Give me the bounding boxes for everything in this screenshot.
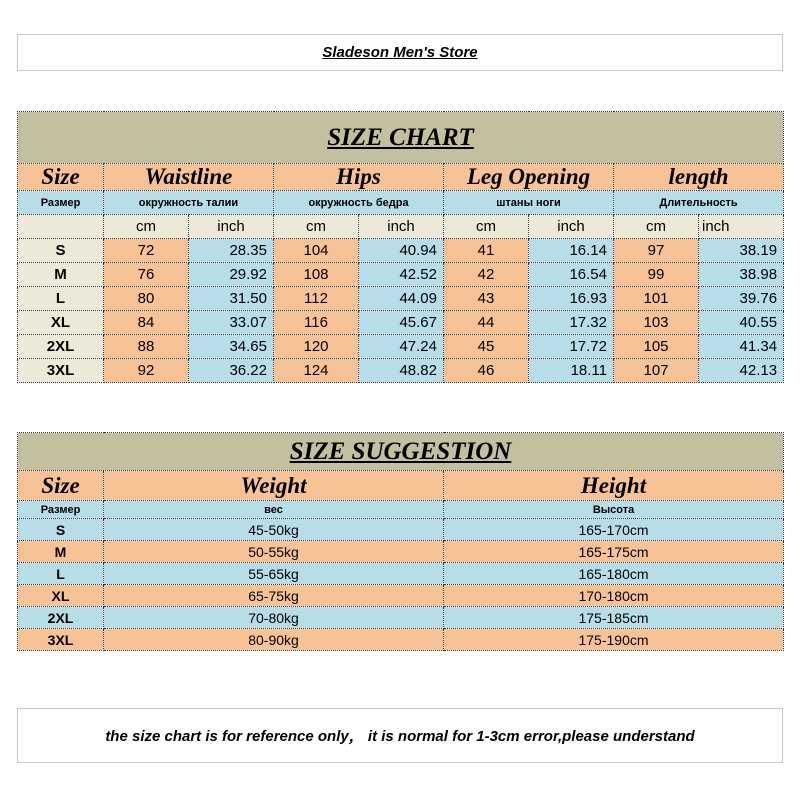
size-suggestion-title: SIZE SUGGESTION [18,433,784,471]
length-inch-cell: 42.13 [699,359,784,383]
size-cell: M [18,263,104,287]
waist-cm-cell: 80 [104,287,189,311]
header-leg-opening: Leg Opening [444,164,614,191]
weight-cell: 65-75kg [104,585,444,607]
table-row [18,607,784,629]
waist-cm-cell: 72 [104,239,189,263]
height-cell: 165-180cm [444,563,784,585]
hips-cm-cell: 120 [274,335,359,359]
unit-inch: inch [699,215,784,239]
size-cell: L [18,563,104,585]
store-name: Sladeson Men's Store [322,44,478,61]
length-cm-cell: 103 [614,311,699,335]
unit-blank [18,215,104,239]
length-cm-cell: 99 [614,263,699,287]
table-row [18,585,784,607]
size-cell: S [18,239,104,263]
size-cell: 2XL [18,607,104,629]
hips-inch-cell: 45.67 [359,311,444,335]
hips-inch-cell: 47.24 [359,335,444,359]
size-cell: 3XL [18,359,104,383]
length-inch-cell: 41.34 [699,335,784,359]
waist-inch-cell: 28.35 [189,239,274,263]
waist-inch-cell: 36.22 [189,359,274,383]
size-cell: XL [18,585,104,607]
leg-inch-cell: 16.93 [529,287,614,311]
table-row [18,563,784,585]
waist-cm-cell: 92 [104,359,189,383]
waist-inch-cell: 29.92 [189,263,274,287]
weight-cell: 50-55kg [104,541,444,563]
table-row [18,519,784,541]
height-cell: 175-185cm [444,607,784,629]
table-row [18,263,784,287]
disclaimer-note [17,708,783,763]
hips-cm-cell: 112 [274,287,359,311]
hips-cm-cell: 124 [274,359,359,383]
leg-inch-cell: 16.14 [529,239,614,263]
size-chart-table [17,111,784,383]
length-cm-cell: 97 [614,239,699,263]
length-inch-cell: 40.55 [699,311,784,335]
leg-inch-cell: 16.54 [529,263,614,287]
leg-cm-cell: 46 [444,359,529,383]
waist-cm-cell: 84 [104,311,189,335]
table-row [18,287,784,311]
subheader-leg-opening: штаны ноги [444,191,614,215]
size-cell: S [18,519,104,541]
header-waistline: Waistline [104,164,274,191]
leg-inch-cell: 17.32 [529,311,614,335]
unit-inch: inch [189,215,274,239]
subheader-length: Длительность [614,191,784,215]
length-inch-cell: 38.98 [699,263,784,287]
size-suggestion-table [17,432,784,651]
subheader-waistline: окружность талии [104,191,274,215]
table-row [18,311,784,335]
leg-cm-cell: 44 [444,311,529,335]
header-height: Height [444,471,784,501]
header-size: Size [18,471,104,501]
hips-cm-cell: 104 [274,239,359,263]
height-cell: 170-180cm [444,585,784,607]
table-row [18,359,784,383]
hips-cm-cell: 108 [274,263,359,287]
table-row [18,629,784,651]
length-cm-cell: 105 [614,335,699,359]
leg-inch-cell: 18.11 [529,359,614,383]
size-chart-title: SIZE CHART [18,112,784,164]
table-row [18,335,784,359]
size-cell: L [18,287,104,311]
height-cell: 165-175cm [444,541,784,563]
height-cell: 175-190cm [444,629,784,651]
weight-cell: 45-50kg [104,519,444,541]
size-cell: 2XL [18,335,104,359]
waist-inch-cell: 31.50 [189,287,274,311]
units-row [18,215,784,239]
leg-cm-cell: 43 [444,287,529,311]
weight-cell: 55-65kg [104,563,444,585]
length-inch-cell: 39.76 [699,287,784,311]
hips-inch-cell: 40.94 [359,239,444,263]
waist-cm-cell: 76 [104,263,189,287]
table-row [18,541,784,563]
header-length: length [614,164,784,191]
unit-inch: inch [529,215,614,239]
length-cm-cell: 101 [614,287,699,311]
waist-cm-cell: 88 [104,335,189,359]
hips-cm-cell: 116 [274,311,359,335]
length-cm-cell: 107 [614,359,699,383]
length-inch-cell: 38.19 [699,239,784,263]
waist-inch-cell: 33.07 [189,311,274,335]
unit-cm: cm [614,215,699,239]
unit-cm: cm [274,215,359,239]
header-size: Size [18,164,104,191]
disclaimer-text: the size chart is for reference only， it is normal for 1-3cm error,please understand [105,728,695,745]
size-cell: M [18,541,104,563]
unit-cm: cm [104,215,189,239]
size-cell: XL [18,311,104,335]
store-header [17,34,783,71]
weight-cell: 70-80kg [104,607,444,629]
unit-inch: inch [359,215,444,239]
header-weight: Weight [104,471,444,501]
header-hips: Hips [274,164,444,191]
subheader-size: Размер [18,501,104,519]
size-cell: 3XL [18,629,104,651]
leg-cm-cell: 45 [444,335,529,359]
hips-inch-cell: 48.82 [359,359,444,383]
hips-inch-cell: 44.09 [359,287,444,311]
waist-inch-cell: 34.65 [189,335,274,359]
subheader-weight: вес [104,501,444,519]
hips-inch-cell: 42.52 [359,263,444,287]
weight-cell: 80-90kg [104,629,444,651]
leg-cm-cell: 41 [444,239,529,263]
subheader-size: Размер [18,191,104,215]
leg-cm-cell: 42 [444,263,529,287]
subheader-height: Высота [444,501,784,519]
height-cell: 165-170cm [444,519,784,541]
table-row [18,239,784,263]
unit-cm: cm [444,215,529,239]
leg-inch-cell: 17.72 [529,335,614,359]
subheader-hips: окружность бедра [274,191,444,215]
